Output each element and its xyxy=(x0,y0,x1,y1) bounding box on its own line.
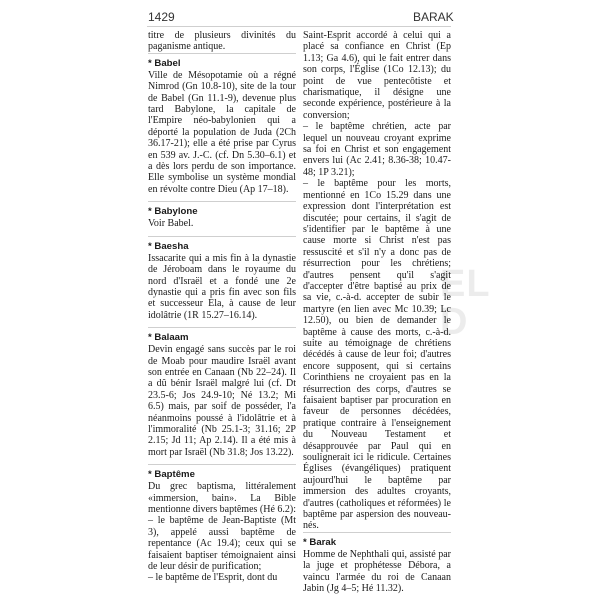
entry-heading: * Baesha xyxy=(148,236,296,252)
entry-bapteme xyxy=(148,464,296,584)
entry-heading: * Babylone xyxy=(148,201,296,217)
entry-baesha xyxy=(148,236,296,321)
entry-heading: * Barak xyxy=(303,532,451,548)
entry-babylone xyxy=(148,201,296,229)
page-number: 1429 xyxy=(148,10,175,24)
continuation-paragraph: – le baptême chrétien, acte par lequel un nouveau croyant exprime sa foi en Christ et son engagement envers lui (Ac 2.41; 8.36-38; 10.47-48; 1P 3.21); xyxy=(303,121,451,178)
entry-heading: * Balaam xyxy=(148,327,296,343)
watermark-line: EL xyxy=(440,263,491,305)
entry-text: Devin engagé sans succès par le roi de Moab pour maudire Israël avant son entrée en Canaan (Nb 22–24). Il a dû bénir Israël malgré lui (cf. Dt 23.5-6; Jos 24.9-10; Né 13.2; Mi 6.5) mais, par soif de posséder, l'a néanmoins poussé à l'idolâtrie et à l'immoralité (Nb 25.1-3; 31.16; 2P 2.15; Jd 11; Ap 2.14). Il a été mis à mort par Israël (Nb 31.8; Jos 13.22). xyxy=(148,344,296,458)
header-rule xyxy=(147,26,451,27)
entry-heading: * Babel xyxy=(148,53,296,69)
continuation-paragraph: Saint-Esprit accordé à celui qui a placé sa confiance en Christ (Ep 1.13; Ga 4.6), qui le fait entrer dans son corps, l'Église (1Co 12.13); du point de vue pentecôtiste et charismatique, il désigne une seconde expérience, postérieure à la conversion; xyxy=(303,30,451,121)
entry-text: Issacarite qui a mis fin à la dynastie de Jéroboam dans le royaume du nord d'Israël et a fondé une 2e dynastie qui a pris fin avec son fils et successeur Ela, à cause de leur idolâtrie (1R 15.27–16.14). xyxy=(148,252,296,321)
entry-barak xyxy=(303,532,451,595)
entry-text: Voir Babel. xyxy=(148,218,194,230)
watermark-line: D xyxy=(440,301,469,343)
entry-heading: * Baptême xyxy=(148,464,296,480)
entry-balaam xyxy=(148,327,296,458)
entry-babel xyxy=(148,53,296,195)
entry-text: Homme de Nephthali qui, assisté par la juge et prophétesse Débora, a vaincu l'armée du roi de Canaan Jabin (Jg 4–5; Hé 11.32). xyxy=(303,548,451,595)
entry-list-item: – le baptême de Jean-Baptiste (Mt 3), appelé aussi baptême de repentance (Ac 19.4); ceux qui se faisaient baptiser témoignaient ainsi de leur désir de purification; xyxy=(148,515,296,573)
continuation-paragraph: – le baptême pour les morts, mentionné en 1Co 15.29 dans une expression dont l'interprétation est discutée; pour certains, il s'agit de s'identifier par le baptême à une cause morte si Christ n'est pas ressuscité et s'il n'y a donc pas de résurrection pour les chrétiens; d'autres pensent qu'il s'agit d'accepter d'être baptisé au prix de sa vie, c.-à-d. accepter de subir le martyre (en lien avec Mc 10.39; Lc 12.50), ou bien de demander le baptême à cause des morts, c.-à-d. suite au témoignage de chrétiens décédés à cause de leur foi; d'autres encore supposent, qui si certains Corinthiens ne croyaient pas en la résurrection des corps, d'autres se faisaient baptiser par procuration en faveur de personnes décédées, pratique contraire à l'enseignement du Nouveau Testament et désapprouvée par Paul qui en soulignerait ici le ridicule. Certaines Églises (évangéliques) pratiquent aujourd'hui le baptême par immersion des adultes croyants, d'autres (catholiques et réformées) le baptême par aspersion des nouveau-nés. xyxy=(303,178,451,532)
left-column xyxy=(148,30,296,590)
running-head: BARAK xyxy=(413,10,454,24)
entry-text: Ville de Mésopotamie où a régné Nimrod (Gn 10.8-10), site de la tour de Babel (Gn 11.1-9), devenue plus tard Babylone, la capitale de l'Empire néo-babylonien qui a déporté la population de Juda (2Ch 36.17-21); elle a été prise par Cyrus en 539 av. J.-C. (cf. Dn 5.30–6.1) et a dès lors perdu de son importance. Elle symbolise un système mondial en révolte contre Dieu (Ap 17–18). xyxy=(148,69,296,195)
entry-list-item: – le baptême de l'Esprit, dont du xyxy=(148,572,278,584)
right-column xyxy=(303,30,451,601)
intro-paragraph: titre de plusieurs divinités du paganisme antique. xyxy=(148,30,296,53)
entry-text: Du grec baptisma, littéralement «immersion, bain». La Bible mentionne divers baptêmes (Hé 6.2): xyxy=(148,481,297,515)
